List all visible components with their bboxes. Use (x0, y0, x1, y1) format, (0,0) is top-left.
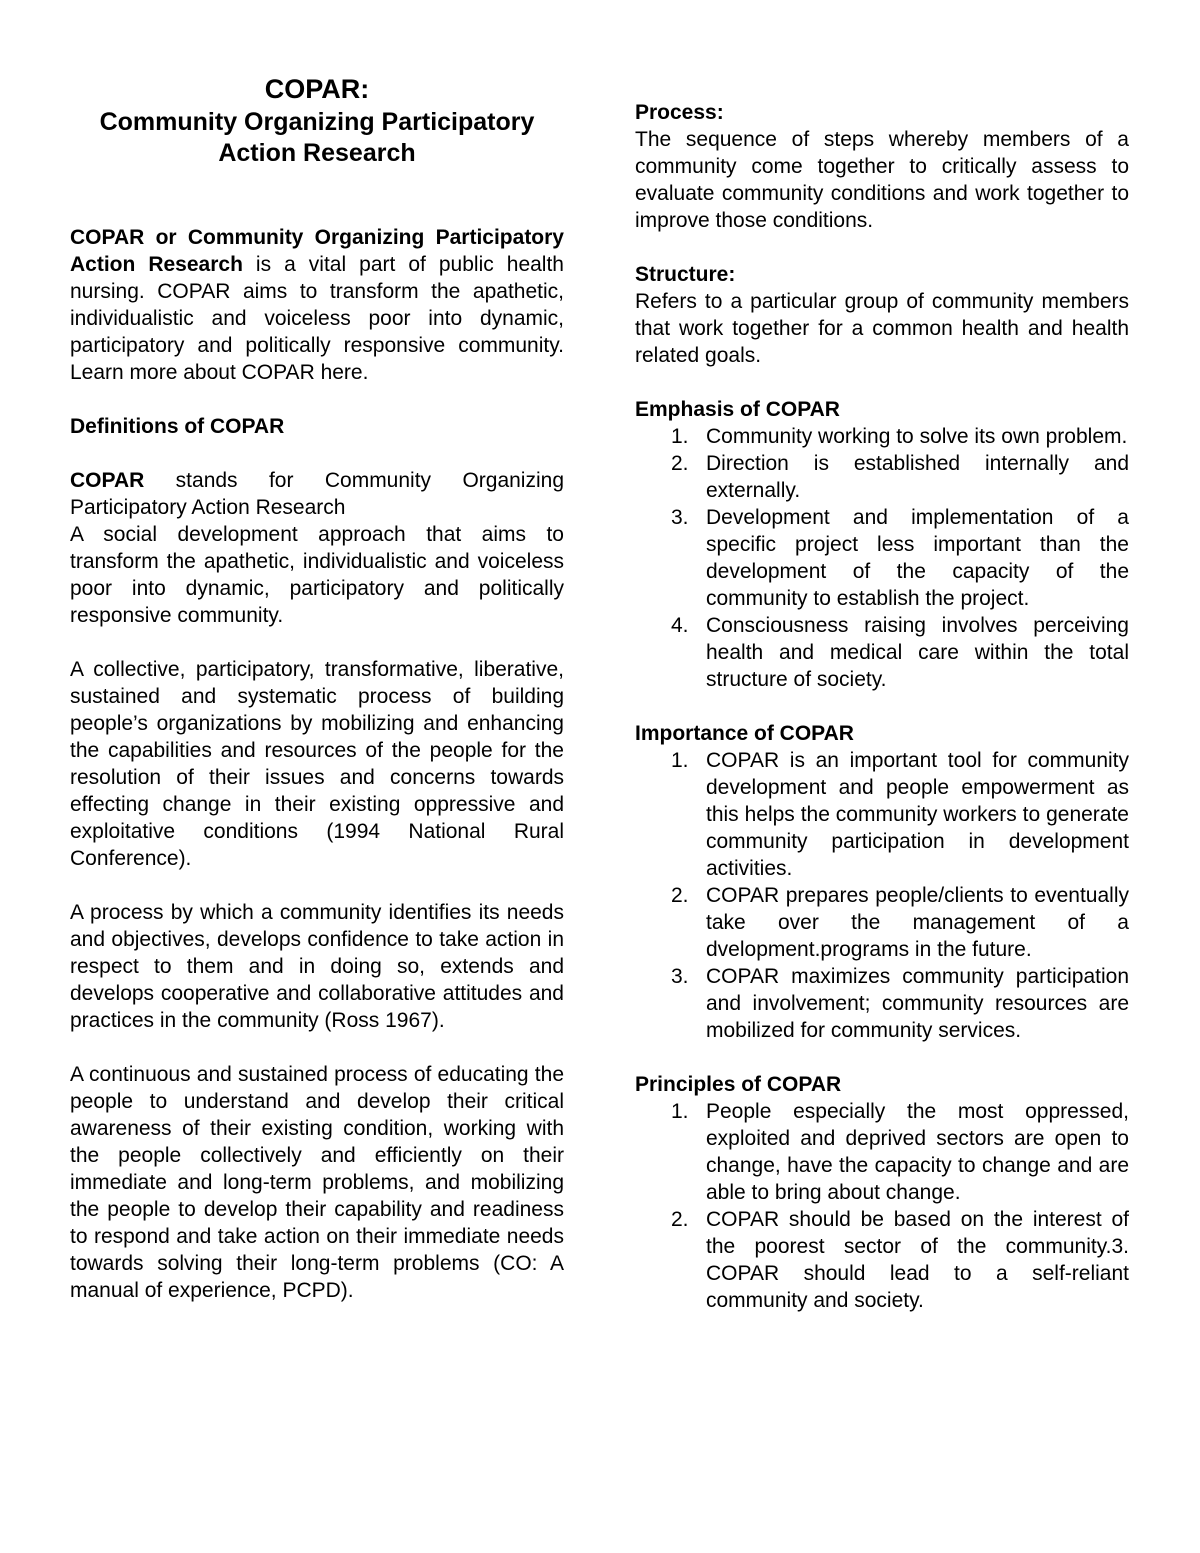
importance-list (635, 747, 1129, 1044)
definition-1 (70, 467, 564, 521)
list-item-number: 1. (671, 749, 689, 772)
title-line-3: Action Research (218, 139, 416, 167)
list-item-number: 2. (671, 884, 689, 907)
list-item-text: COPAR maximizes community participation and involvement; community resources are mobilized for community services. (706, 965, 1129, 1042)
definition-1-line-2: A social development approach that aims to transform the apathetic, individualistic and voiceless poor into dynamic, participatory and politically responsive community. (70, 523, 564, 627)
list-item (635, 882, 1129, 963)
list-item (635, 450, 1129, 504)
definition-1-bold: COPAR (70, 469, 145, 492)
list-item-text: People especially the most oppressed, exploited and deprived sectors are open to change, have the capacity to change and are able to bring about change. (706, 1100, 1129, 1204)
emphasis-heading: Emphasis of COPAR (635, 398, 840, 421)
list-item-number: 2. (671, 1208, 689, 1231)
definition-4: A continuous and sustained process of educating the people to understand and develop their critical awareness of their existing condition, working with the people collectively and efficiently on their immediate and long-term problems, and mobilizing the people to develop their capability and readiness to respond and take action on their immediate needs towards solving their long-term problems (CO: A manual of experience, PCPD). (70, 1063, 564, 1302)
list-item (635, 1206, 1129, 1314)
title-line-1: COPAR: (264, 74, 370, 104)
list-item-text: Community working to solve its own problem. (706, 425, 1128, 448)
list-item (635, 423, 1129, 450)
intro-rest: is a vital part of public health nursing. COPAR aims to transform the apathetic, individualistic and voiceless poor into dynamic, participatory and politically responsive community. Learn more about COPAR here. (70, 253, 564, 384)
structure-heading: Structure: (635, 263, 736, 286)
list-item-number: 3. (671, 965, 689, 988)
importance-heading: Importance of COPAR (635, 722, 854, 745)
definitions-heading: Definitions of COPAR (70, 415, 285, 438)
list-item-text: Consciousness raising involves perceiving health and medical care within the total structure of society. (706, 614, 1129, 691)
title-line-2: Community Organizing Participatory (99, 108, 535, 136)
right-column (635, 99, 1129, 1314)
principles-list (635, 1098, 1129, 1314)
document-title (70, 72, 564, 169)
process-text: The sequence of steps whereby members of a community come together to critically assess to evaluate community conditions and work together to improve those conditions. (635, 128, 1129, 232)
list-item-number: 1. (671, 1100, 689, 1123)
definition-1-rest: stands for Community Organizing Participatory Action Research (70, 469, 564, 519)
structure-text: Refers to a particular group of community members that work together for a common health and health related goals. (635, 290, 1129, 367)
principles-heading: Principles of COPAR (635, 1073, 842, 1096)
list-item (635, 963, 1129, 1044)
definition-3: A process by which a community identifies its needs and objectives, develops confidence to take action in respect to them and in doing so, extends and develops cooperative and collaborative attitudes and practices in the community (Ross 1967). (70, 901, 564, 1032)
list-item-number: 1. (671, 425, 689, 448)
emphasis-list (635, 423, 1129, 693)
process-heading: Process: (635, 101, 724, 124)
list-item-number: 3. (671, 506, 689, 529)
list-item (635, 612, 1129, 693)
list-item-text: Direction is established internally and externally. (706, 452, 1129, 502)
intro-paragraph (70, 224, 564, 386)
list-item (635, 504, 1129, 612)
list-item (635, 747, 1129, 882)
list-item-number: 4. (671, 614, 689, 637)
list-item-text: COPAR is an important tool for community development and people empowerment as this helps the community workers to generate community participation in development activities. (706, 749, 1129, 880)
list-item-text: COPAR should be based on the interest of the poorest sector of the community.3. COPAR should lead to a self-reliant community and society. (706, 1208, 1129, 1312)
left-column (70, 72, 564, 1304)
list-item (635, 1098, 1129, 1206)
list-item-text: COPAR prepares people/clients to eventually take over the management of a dvelopment.programs in the future. (706, 884, 1129, 961)
intro-bold: COPAR or Community Organizing Participatory Action Research (70, 226, 564, 276)
definition-2: A collective, participatory, transformative, liberative, sustained and systematic process of building people’s organizations by mobilizing and enhancing the capabilities and resources of the people for the resolution of their issues and concerns towards effecting change in their existing oppressive and exploitative conditions (1994 National Rural Conference). (70, 658, 564, 870)
list-item-number: 2. (671, 452, 689, 475)
list-item-text: Development and implementation of a specific project less important than the development of the capacity of the community to establish the project. (706, 506, 1129, 610)
